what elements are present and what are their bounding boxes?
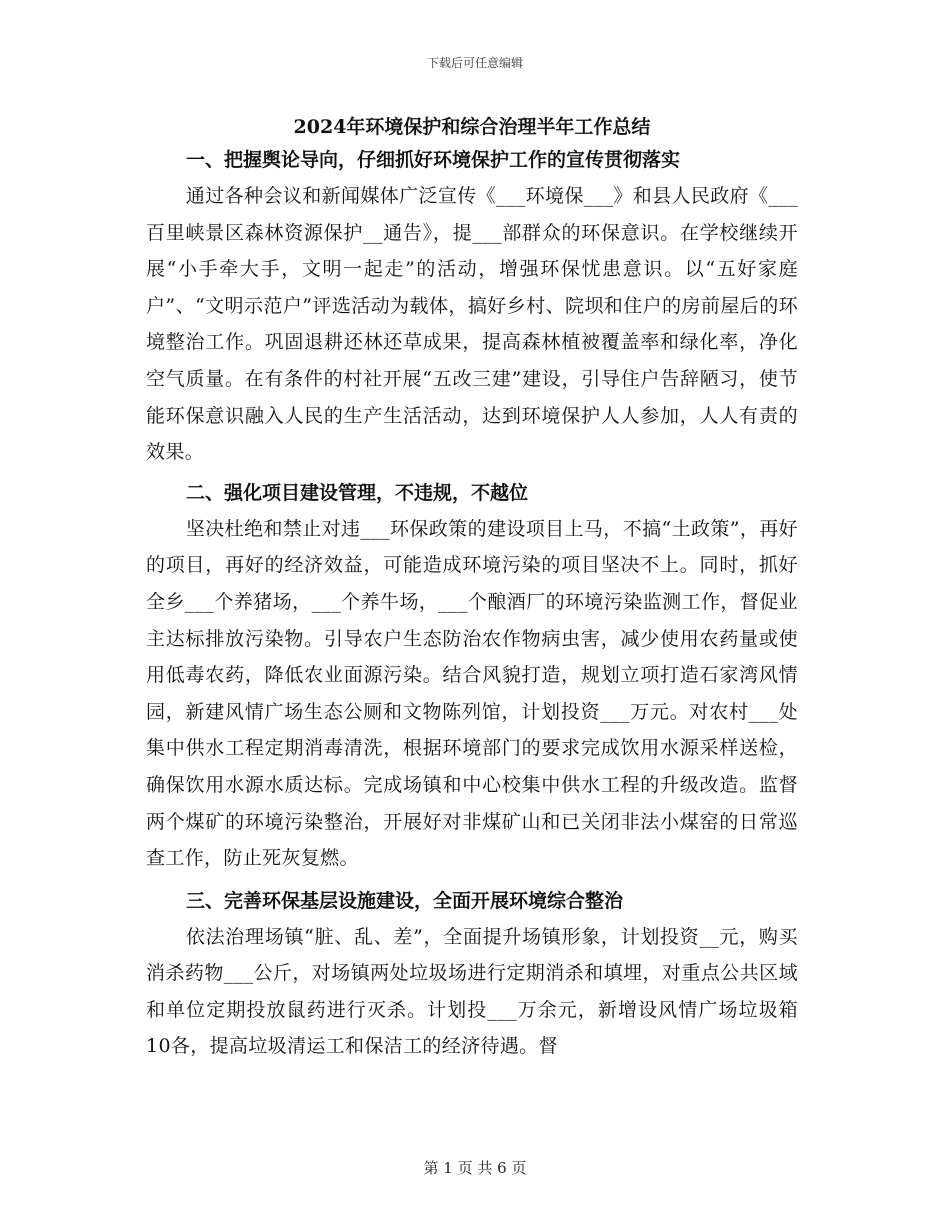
section-heading-2: 二、强化项目建设管理，不违规，不越位 [186,481,529,504]
document-body [146,112,798,1065]
section-paragraph-1: 通过各种会议和新闻媒体广泛宣传《___环境保___》和县人民政府《___百里峡景区森林资源保护__通告》，提___部群众的环保意识。在学校继续开展“小手牵大手，文明一起走”的活动，增强环保忧患意识。以“五好家庭户”、“文明示范户”评选活动为载体，搞好乡村、院坝和住户的房前屋后的环境整治工作。巩固退耕还林还草成果，提高森林植被覆盖率和绿化率，净化空气质量。在有条件的村社开展“五改三建”建设，引导住户告辞陋习，使节能环保意识融入人民的生产生活活动，达到环境保护人人参加，人人有责的效果。 [146,185,798,464]
document-title: 2024年环境保护和综合治理半年工作总结 [293,116,651,138]
page-header-note: 下载后可任意编辑 [426,56,523,70]
section-paragraph-3: 依法治理场镇“脏、乱、差”，全面提升场镇形象，计划投资__元，购买消杀药物___公斤，对场镇两处垃圾场进行定期消杀和填埋，对重点公共区域和单位定期投放鼠药进行灭杀。计划投___万余元，新增设风情广场垃圾箱10各，提高垃圾清运工和保洁工的经济待遇。督 [146,925,798,1058]
section-heading-3: 三、完善环保基层设施建设，全面开展环境综合整治 [186,889,624,912]
section-heading-1: 一、把握舆论导向，仔细抓好环境保护工作的宣传贯彻落实 [186,149,681,171]
section-paragraph-2: 坚决杜绝和禁止对违___环保政策的建设项目上马，不搞“土政策”，再好的项目，再好的经济效益，可能造成环境污染的项目坚决不上。同时，抓好全乡___个养猪场，___个养牛场，___个酿酒厂的环境污染监测工作，督促业主达标排放污染物。引导农户生态防治农作物病虫害，减少使用农药量或使用低毒农药，降低农业面源污染。结合风貌打造，规划立项打造石家湾风情园，新建风情广场生态公厕和文物陈列馆，计划投资___万元。对农村___处集中供水工程定期消毒清洗，根据环境部门的要求完成饮用水源采样送检，确保饮用水源水质达标。完成场镇和中心校集中供水工程的升级改造。监督两个煤矿的环境污染整治，开展好对非煤矿山和已关闭非法小煤窑的日常巡查工作，防止死灰复燃。 [146,517,798,870]
page-number: 第 1 页 共 6 页 [423,1159,527,1177]
